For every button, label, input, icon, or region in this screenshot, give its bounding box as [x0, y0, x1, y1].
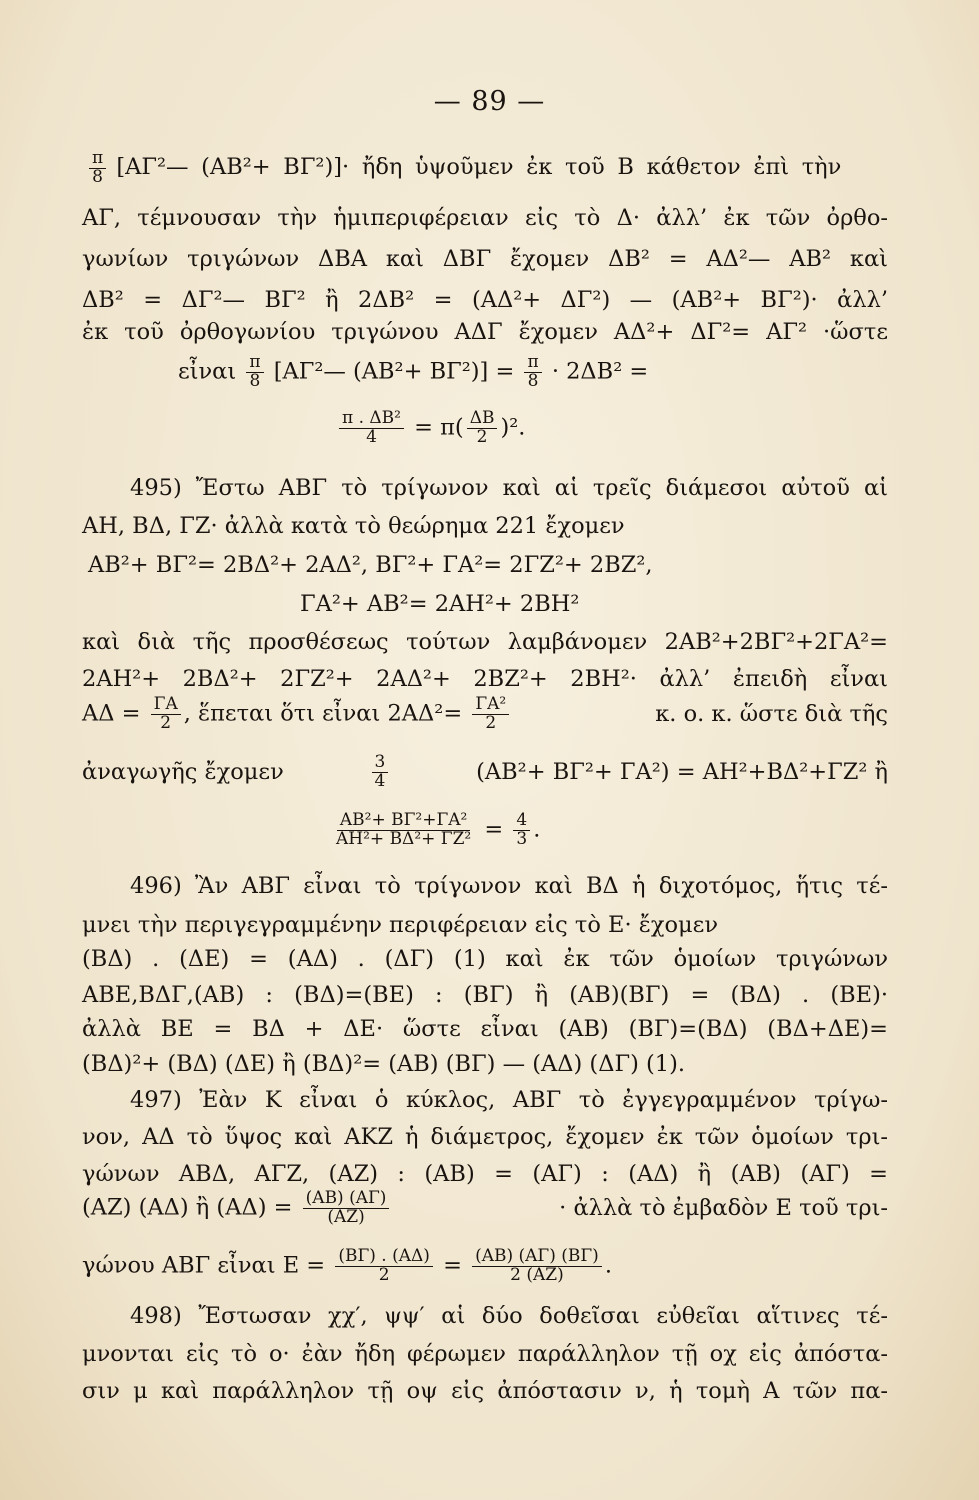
paragraph-496-start: 496) Ἂν ΑΒΓ εἶναι τὸ τρίγωνον καὶ ΒΔ ἡ διχοτόμος, ἥτις τέ- [130, 873, 888, 899]
text-line: (ΒΔ) . (ΔΕ) = (ΑΔ) . (ΔΓ) (1) καὶ ἐκ τῶν ὁμοίων τριγώνων [82, 946, 888, 972]
fraction: $\frac{\Delta B}{2}$ [467, 410, 498, 447]
equation-line: $\frac{\text{ΑΒ²+ ΒΓ²+ΓΑ²}}{\text{ΑΗ²+ ΒΔ²+ ΓΖ²}}$ = $\frac{4}{3}$ . [330, 812, 540, 849]
text-line: ΔΒ² = ΔΓ²— ΒΓ² ἢ 2ΔΒ² = (ΑΔ²+ ΔΓ²) — (ΑΒ²+ ΒΓ²)· ἀλλ’ [82, 287, 888, 313]
text-line: ΑΓ, τέμνουσαν τὴν ἡμιπεριφέρειαν εἰς τὸ Δ· ἀλλ’ ἐκ τῶν ὀρθο- [82, 205, 888, 231]
text-line: ΑΗ, ΒΔ, ΓΖ· ἀλλὰ κατὰ τὸ θεώρημα 221 ἔχομεν [82, 513, 625, 539]
text-line: μνει τὴν περιγεγραμμένην περιφέρειαν εἰς τὸ Ε· ἔχομεν [82, 912, 718, 938]
text-line: ἐκ τοῦ ὀρθογωνίου τριγώνου ΑΔΓ ἔχομεν ΑΔ²+ ΔΓ²= ΑΓ² ·ὥστε [82, 319, 888, 345]
equation-line: ΑΔ = $\frac{\Gamma A}{2}$ , ἕπεται ὅτι εἶναι 2ΑΔ²= $\frac{\text{ΓΑ²}}{2}$ κ. ο. κ. ὥστε διὰ τῆς [82, 694, 888, 733]
fraction: $\frac{3}{4}$ [372, 754, 389, 791]
text-line: καὶ διὰ τῆς προσθέσεως τούτων λαμβάνομεν 2ΑΒ²+2ΒΓ²+2ΓΑ²= [82, 629, 888, 655]
text-line: (ΒΔ)²+ (ΒΔ) (ΔΕ) ἢ (ΒΔ)²= (ΑΒ) (ΒΓ) — (ΑΔ) (ΔΓ) (1). [82, 1051, 686, 1077]
text-line: ἀλλὰ ΒΕ = ΒΔ + ΔΕ· ὥστε εἶναι (ΑΒ) (ΒΓ)=(ΒΔ) (ΒΔ+ΔΕ)= [82, 1016, 888, 1042]
text-line: νον, ΑΔ τὸ ὕψος καὶ ΑΚΖ ἡ διάμετρος, ἔχομεν ἐκ τῶν ὁμοίων τρι- [82, 1124, 888, 1150]
text-line: $\frac{\pi}{8}$ [ΑΓ²— (ΑΒ²+ ΒΓ²)]· ἤδη ὑψοῦμεν ἐκ τοῦ Β κάθετον ἐπὶ τὴν [86, 150, 841, 187]
equation-line: $\frac{\text{π . ΔΒ²}}{4}$ = π( $\frac{\Delta B}{2}$ )². [336, 410, 525, 447]
fraction: $\frac{\text{ΓΑ²}}{2}$ [472, 696, 509, 733]
paragraph-497-start: 497) Ἐὰν Κ εἶναι ὁ κύκλος, ΑΒΓ τὸ ἐγγεγραμμένον τρίγω- [130, 1087, 888, 1113]
fraction: $\frac{(AB) (A\Gamma) (B\Gamma)}{2 (AZ)}$ [472, 1248, 602, 1285]
equation-line: ΓΑ²+ ΑΒ²= 2ΑΗ²+ 2ΒΗ² [300, 591, 580, 617]
fraction: $\frac{(B\Gamma) . (A\Delta)}{2}$ [335, 1248, 433, 1285]
fraction: $\frac{\text{π . ΔΒ²}}{4}$ [339, 410, 404, 447]
text-line: 2ΑΗ²+ 2ΒΔ²+ 2ΓΖ²+ 2ΑΔ²+ 2ΒΖ²+ 2ΒΗ²· ἀλλ’ ἐπειδὴ εἶναι [82, 666, 888, 692]
equation-line: (ΑΖ) (ΑΔ) ἢ (ΑΔ) = $\frac{(AB) (A\Gamma)}{(AZ)}$ · ἀλλὰ τὸ ἐμβαδὸν Ε τοῦ τρι- [82, 1188, 888, 1227]
text-line: σιν μ καὶ παράλληλον τῇ οψ εἰς ἀπόστασιν ν, ἡ τομὴ Α τῶν πα- [82, 1378, 888, 1404]
fraction: $\frac{\pi}{8}$ [89, 150, 106, 187]
fraction: $\frac{(AB) (A\Gamma)}{(AZ)}$ [303, 1190, 390, 1227]
paragraph-498-start: 498) Ἔστωσαν χχ′, ψψ′ αἱ δύο δοθεῖσαι εὐθεῖαι αἵτινες τέ- [130, 1303, 888, 1329]
fraction: $\frac{\Gamma A}{2}$ [151, 696, 181, 733]
fraction: $\frac{\text{ΑΒ²+ ΒΓ²+ΓΑ²}}{\text{ΑΗ²+ ΒΔ²+ ΓΖ²}}$ [336, 810, 472, 849]
text-line: γώνων ΑΒΔ, ΑΓΖ, (ΑΖ) : (ΑΒ) = (ΑΓ) : (ΑΔ) ἢ (ΑΒ) (ΑΓ) = [82, 1161, 888, 1187]
equation-line: ἀναγωγῆς ἔχομεν $\frac{3}{4}$ (ΑΒ²+ ΒΓ²+ ΓΑ²) = ΑΗ²+ΒΔ²+ΓΖ² ἢ [82, 752, 888, 791]
text-line: ΑΒΕ,ΒΔΓ,(ΑΒ) : (ΒΔ)=(ΒΕ) : (ΒΓ) ἢ (ΑΒ)(ΒΓ) = (ΒΔ) . (ΒΕ)· [82, 982, 888, 1008]
equation-line: εἶναι $\frac{\pi}{8}$ [ΑΓ²— (ΑΒ²+ ΒΓ²)] = $\frac{\pi}{8}$ · 2ΔΒ² = [178, 352, 649, 391]
text-line: γωνίων τριγώνων ΔΒΑ καὶ ΔΒΓ ἔχομεν ΔΒ² = ΑΔ²— ΑΒ² καὶ [82, 246, 888, 272]
equation-line: γώνου ΑΒΓ εἶναι Ε = $\frac{(B\Gamma) . (A\Delta)}{2}$ = $\frac{(AB) (A\Gamma) (B\Gamma)}{2 (AZ)}$ . [82, 1246, 612, 1285]
paragraph-495-start: 495) Ἔστω ΑΒΓ τὸ τρίγωνον καὶ αἱ τρεῖς διάμεσοι αὐτοῦ αἱ [130, 475, 888, 501]
page-number: — 89 — [433, 86, 546, 117]
fraction: $\frac{\pi}{8}$ [246, 354, 263, 391]
text-line: μνονται εἰς τὸ ο· ἐὰν ἤδη φέρωμεν παράλληλον τῇ οχ εἰς ἀπόστα- [82, 1341, 888, 1367]
fraction: $\frac{\pi}{8}$ [524, 354, 541, 391]
equation-line: ΑΒ²+ ΒΓ²= 2ΒΔ²+ 2ΑΔ², ΒΓ²+ ΓΑ²= 2ΓΖ²+ 2ΒΖ², [88, 552, 653, 578]
fraction: $\frac{4}{3}$ [513, 812, 530, 849]
